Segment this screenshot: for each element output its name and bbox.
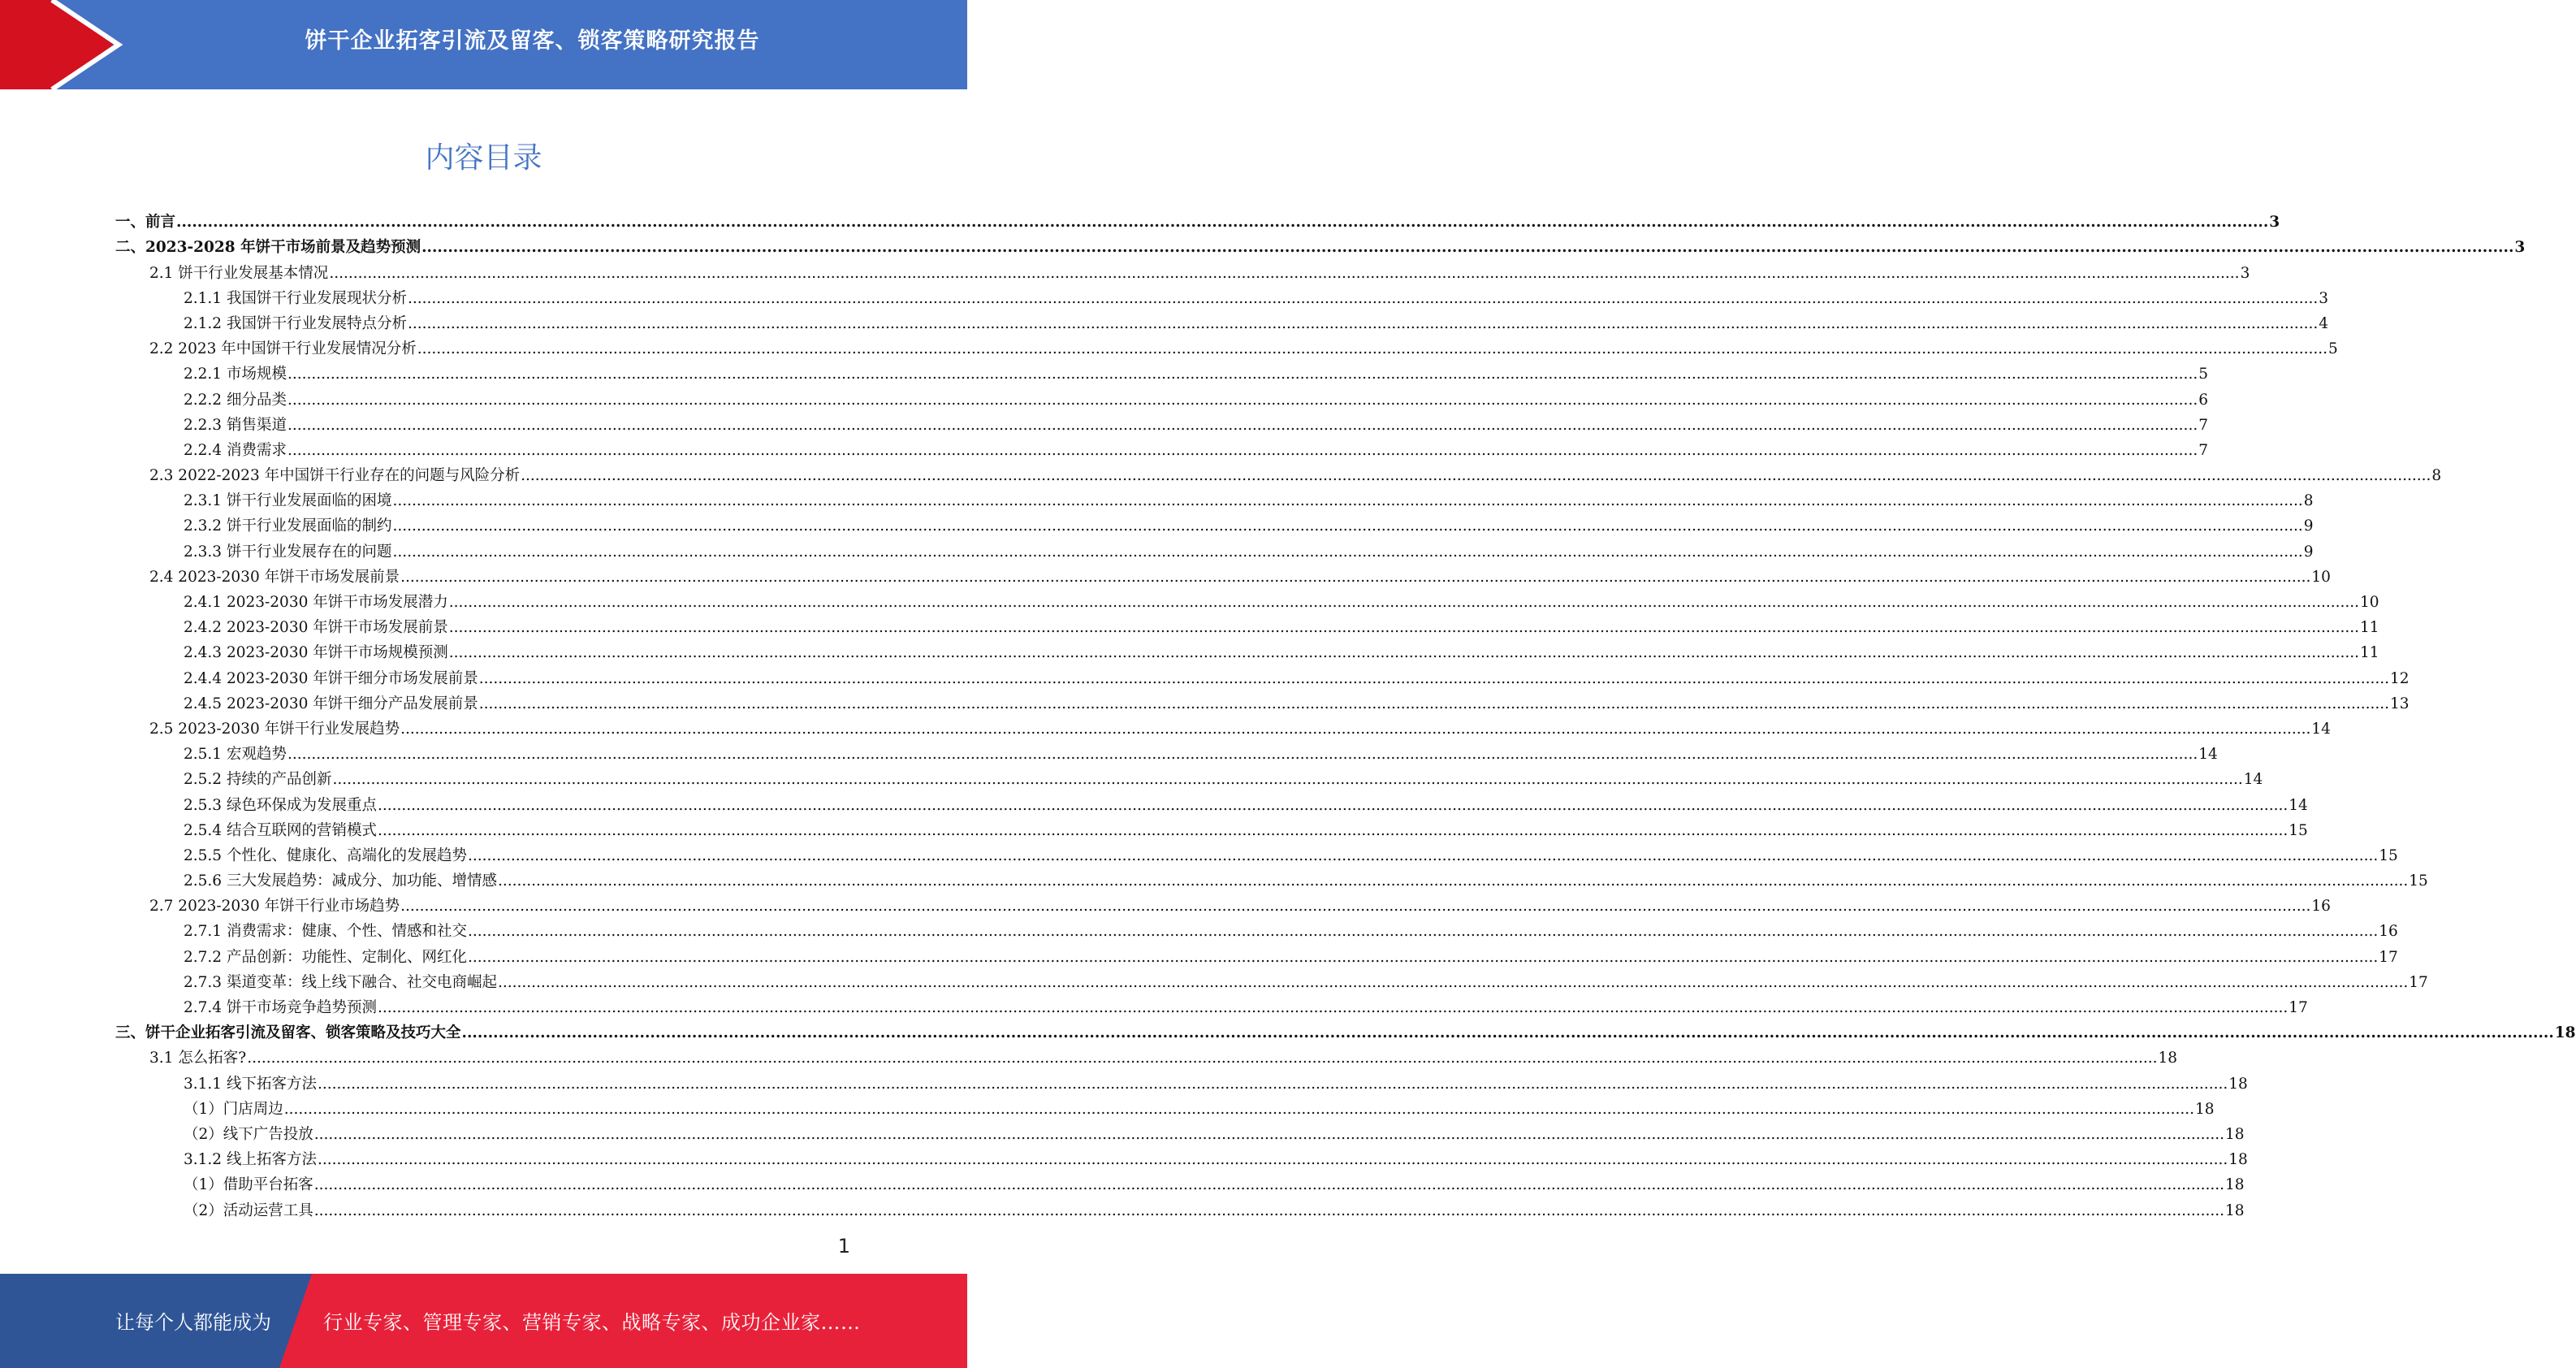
toc-leader-dots: ................................................................................................................................................................................................................................................................................................................................................................................................................ (377, 821, 2289, 839)
toc-entry-label: 二、2023-2028 年饼干市场前景及趋势预测 (115, 239, 421, 257)
toc-entry[interactable] (115, 257, 2250, 282)
toc-leader-dots: ................................................................................................................................................................................................................................................................................................................................................................................................................ (400, 898, 2311, 916)
toc-entry-page: 17 (2409, 973, 2428, 991)
toc-entry-page: 18 (2195, 1100, 2215, 1118)
footer-slogan-left: 让每个人都能成为 (115, 1311, 271, 1334)
toc-entry[interactable] (115, 460, 2442, 485)
toc-leader-dots: ................................................................................................................................................................................................................................................................................................................................................................................................................ (392, 517, 2303, 535)
toc-leader-dots: ................................................................................................................................................................................................................................................................................................................................................................................................................ (417, 340, 2328, 358)
toc-leader-dots: ................................................................................................................................................................................................................................................................................................................................................................................................................ (421, 239, 2514, 257)
toc-entry-page: 16 (2379, 923, 2398, 941)
toc-leader-dots: ................................................................................................................................................................................................................................................................................................................................................................................................................ (287, 391, 2198, 409)
toc-entry-label: 3.1.2 线上拓客方法 (184, 1151, 317, 1169)
toc-entry-label: 2.3.3 饼干行业发展存在的问题 (184, 543, 392, 561)
toc-entry-page: 17 (2379, 948, 2398, 966)
toc-entry-label: 2.5 2023-2030 年饼干行业发展趋势 (149, 720, 400, 738)
toc-entry[interactable] (115, 561, 2331, 587)
toc-entry[interactable] (115, 1017, 2576, 1042)
toc-entry-label: 2.5.1 宏观趋势 (184, 746, 287, 764)
toc-entry[interactable] (115, 283, 2328, 308)
toc-entry-label: 2.3.2 饼干行业发展面临的制约 (184, 517, 392, 535)
toc-entry-label: 3.1.1 线下拓客方法 (184, 1075, 317, 1093)
toc-entry-label: 2.7.4 饼干市场竞争趋势预测 (184, 999, 377, 1016)
toc-entry-label: 2.5.6 三大发展趋势：减成分、加功能、增情感 (184, 872, 497, 890)
toc-entry-page: 3 (2240, 264, 2250, 282)
toc-leader-dots: ................................................................................................................................................................................................................................................................................................................................................................................................................ (287, 441, 2198, 459)
toc-entry-label: 2.3.1 饼干行业发展面临的困境 (184, 492, 392, 510)
toc-entry-label: 三、饼干企业拓客引流及留客、锁客策略及技巧大全 (115, 1024, 461, 1042)
toc-entry[interactable] (115, 333, 2338, 358)
toc-entry[interactable] (115, 510, 2314, 535)
toc-entry-page: 9 (2303, 517, 2314, 535)
toc-leader-dots: ................................................................................................................................................................................................................................................................................................................................................................................................................ (448, 644, 2359, 662)
toc-leader-dots: ................................................................................................................................................................................................................................................................................................................................................................................................................ (377, 999, 2289, 1016)
toc-entry-page: 11 (2360, 644, 2379, 662)
toc-entry[interactable] (115, 688, 2410, 713)
toc-leader-dots: ................................................................................................................................................................................................................................................................................................................................................................................................................ (497, 872, 2409, 890)
toc-entry[interactable] (115, 916, 2398, 941)
toc-leader-dots: ................................................................................................................................................................................................................................................................................................................................................................................................................ (317, 1075, 2228, 1093)
toc-leader-dots: ................................................................................................................................................................................................................................................................................................................................................................................................................ (317, 1151, 2228, 1169)
toc-entry-label: 2.2.2 细分品类 (184, 391, 287, 409)
toc-entry[interactable] (115, 1144, 2248, 1169)
toc-leader-dots: ................................................................................................................................................................................................................................................................................................................................................................................................................ (400, 720, 2311, 738)
toc-entry[interactable] (115, 992, 2308, 1017)
toc-leader-dots: ................................................................................................................................................................................................................................................................................................................................................................................................................ (176, 214, 2269, 232)
toc-entry[interactable] (115, 941, 2398, 966)
toc-entry-page: 13 (2390, 695, 2410, 712)
toc-entry-page: 8 (2431, 467, 2442, 485)
toc-leader-dots: ................................................................................................................................................................................................................................................................................................................................................................................................................ (461, 1024, 2554, 1042)
toc-entry[interactable] (115, 1169, 2245, 1194)
toc-entry-label: 2.5.5 个性化、健康化、高端化的发展趋势 (184, 846, 467, 864)
toc-entry-page: 7 (2198, 416, 2208, 434)
toc-leader-dots: ................................................................................................................................................................................................................................................................................................................................................................................................................ (287, 746, 2198, 764)
toc-entry[interactable] (115, 890, 2331, 916)
toc-entry-label: 一、前言 (115, 214, 176, 232)
toc-entry-label: 2.7.1 消费需求：健康、个性、情感和社交 (184, 923, 467, 941)
toc-entry[interactable] (115, 713, 2331, 738)
toc-entry-page: 14 (2311, 720, 2331, 738)
toc-entry-label: 2.4.2 2023-2030 年饼干市场发展前景 (184, 619, 448, 637)
toc-entry[interactable] (115, 232, 2526, 257)
toc-entry-page: 9 (2303, 543, 2314, 561)
report-title: 饼干企业拓客引流及留客、锁客策略研究报告 (305, 28, 760, 54)
toc-entry-page: 15 (2289, 821, 2308, 839)
toc-entry-page: 18 (2228, 1151, 2248, 1169)
toc-entry-page: 14 (2289, 796, 2308, 814)
toc-entry-page: 8 (2303, 492, 2314, 510)
toc-entry-page: 4 (2319, 314, 2328, 332)
toc-entry-page: 12 (2390, 669, 2410, 687)
toc-entry-label: 2.2.1 市场规模 (184, 366, 287, 383)
toc-entry-page: 16 (2311, 898, 2331, 916)
toc-entry[interactable] (115, 206, 2280, 232)
toc-entry-page: 11 (2360, 619, 2379, 637)
toc-entry-page: 18 (2225, 1176, 2245, 1194)
toc-entry-label: 2.1.2 我国饼干行业发展特点分析 (184, 314, 407, 332)
toc-entry-page: 15 (2379, 846, 2398, 864)
page-number: 1 (837, 1235, 850, 1258)
toc-entry-label: 2.5.2 持续的产品创新 (184, 771, 332, 789)
toc-entry-page: 14 (2198, 746, 2218, 764)
toc-entry-label: 2.4.3 2023-2030 年饼干市场规模预测 (184, 644, 448, 662)
toc-heading: 内容目录 (425, 141, 542, 175)
toc-leader-dots: ................................................................................................................................................................................................................................................................................................................................................................................................................ (407, 314, 2319, 332)
toc-entry-label: 2.5.3 绿色环保成为发展重点 (184, 796, 377, 814)
toc-leader-dots: ................................................................................................................................................................................................................................................................................................................................................................................................................ (497, 973, 2409, 991)
toc-entry-page: 18 (2228, 1075, 2248, 1093)
toc-entry-page: 5 (2198, 366, 2208, 383)
toc-entry-label: 2.4.5 2023-2030 年饼干细分产品发展前景 (184, 695, 478, 712)
toc-entry-page: 3 (2269, 214, 2280, 232)
toc-entry-label: 2.1.1 我国饼干行业发展现状分析 (184, 289, 407, 307)
toc-entry-label: （2）线下广告投放 (184, 1125, 313, 1143)
toc-entry-label: （1）门店周边 (184, 1100, 283, 1118)
toc-entry-label: 2.4.4 2023-2030 年饼干细分市场发展前景 (184, 669, 478, 687)
toc-entry-page: 3 (2319, 289, 2328, 307)
toc-entry-label: 2.2.3 销售渠道 (184, 416, 287, 434)
toc-leader-dots: ................................................................................................................................................................................................................................................................................................................................................................................................................ (467, 923, 2379, 941)
toc-entry[interactable] (115, 662, 2410, 687)
toc-entry[interactable] (115, 1093, 2215, 1119)
toc-leader-dots: ................................................................................................................................................................................................................................................................................................................................................................................................................ (392, 492, 2303, 510)
toc-entry[interactable] (115, 815, 2308, 840)
toc-entry-label: 2.2 2023 年中国饼干行业发展情况分析 (149, 340, 417, 358)
toc-entry[interactable] (115, 967, 2428, 992)
toc-entry-page: 18 (2225, 1125, 2245, 1143)
toc-leader-dots: ................................................................................................................................................................................................................................................................................................................................................................................................................ (329, 264, 2240, 282)
toc-entry[interactable] (115, 764, 2263, 789)
toc-entry-label: 2.7 2023-2030 年饼干行业市场趋势 (149, 898, 400, 916)
toc-leader-dots: ................................................................................................................................................................................................................................................................................................................................................................................................................ (313, 1201, 2225, 1219)
toc-entry-page: 5 (2328, 340, 2338, 358)
toc-entry-page: 3 (2514, 239, 2526, 257)
toc-entry[interactable] (115, 409, 2208, 435)
toc-leader-dots: ................................................................................................................................................................................................................................................................................................................................................................................................................ (377, 796, 2289, 814)
toc-leader-dots: ................................................................................................................................................................................................................................................................................................................................................................................................................ (521, 467, 2431, 485)
toc-leader-dots: ................................................................................................................................................................................................................................................................................................................................................................................................................ (313, 1125, 2225, 1143)
toc-entry-page: 6 (2198, 391, 2208, 409)
toc-entry-page: 18 (2158, 1050, 2178, 1067)
toc-leader-dots: ................................................................................................................................................................................................................................................................................................................................................................................................................ (478, 695, 2389, 712)
toc-leader-dots: ................................................................................................................................................................................................................................................................................................................................................................................................................ (400, 568, 2311, 586)
toc-entry[interactable] (115, 358, 2208, 383)
toc-entry[interactable] (115, 308, 2328, 333)
toc-entry-page: 14 (2243, 771, 2263, 789)
toc-leader-dots: ................................................................................................................................................................................................................................................................................................................................................................................................................ (467, 948, 2379, 966)
toc-entry-label: （1）借助平台拓客 (184, 1176, 313, 1194)
toc-entry[interactable] (115, 840, 2398, 865)
toc-entry-label: 2.4.1 2023-2030 年饼干市场发展潜力 (184, 594, 448, 611)
toc-leader-dots: ................................................................................................................................................................................................................................................................................................................................................................................................................ (392, 543, 2303, 561)
toc-entry-label: 2.7.2 产品创新：功能性、定制化、网红化 (184, 948, 467, 966)
toc-leader-dots: ................................................................................................................................................................................................................................................................................................................................................................................................................ (467, 846, 2379, 864)
toc-entry-label: 2.2.4 消费需求 (184, 441, 287, 459)
toc-entry[interactable] (115, 738, 2218, 764)
toc-entry[interactable] (115, 865, 2428, 890)
toc-entry-page: 18 (2554, 1024, 2576, 1042)
toc-entry[interactable] (115, 1042, 2178, 1067)
toc-leader-dots: ................................................................................................................................................................................................................................................................................................................................................................................................................ (448, 594, 2359, 611)
toc-entry-label: 2.7.3 渠道变革：线上线下融合、社交电商崛起 (184, 973, 497, 991)
toc-entry-label: 2.1 饼干行业发展基本情况 (149, 264, 329, 282)
toc-entry-label: （2）活动运营工具 (184, 1201, 313, 1219)
toc-entry[interactable] (115, 1194, 2245, 1219)
toc-entry[interactable] (115, 383, 2208, 409)
toc-leader-dots: ................................................................................................................................................................................................................................................................................................................................................................................................................ (313, 1176, 2225, 1194)
toc-entry[interactable] (115, 612, 2379, 637)
table-of-contents (115, 206, 2576, 1220)
toc-entry[interactable] (115, 1067, 2248, 1093)
toc-entry[interactable] (115, 637, 2379, 662)
toc-leader-dots: ................................................................................................................................................................................................................................................................................................................................................................................................................ (332, 771, 2243, 789)
toc-entry-page: 7 (2198, 441, 2208, 459)
toc-entry-page: 15 (2409, 872, 2428, 890)
toc-entry[interactable] (115, 435, 2208, 460)
toc-leader-dots: ................................................................................................................................................................................................................................................................................................................................................................................................................ (247, 1050, 2158, 1067)
toc-entry-page: 10 (2360, 594, 2379, 611)
toc-entry[interactable] (115, 789, 2308, 814)
toc-leader-dots: ................................................................................................................................................................................................................................................................................................................................................................................................................ (448, 619, 2359, 637)
toc-entry-page: 10 (2311, 568, 2331, 586)
toc-leader-dots: ................................................................................................................................................................................................................................................................................................................................................................................................................ (283, 1100, 2195, 1118)
toc-entry[interactable] (115, 1119, 2245, 1144)
toc-entry-label: 2.5.4 结合互联网的营销模式 (184, 821, 377, 839)
toc-leader-dots: ................................................................................................................................................................................................................................................................................................................................................................................................................ (287, 366, 2198, 383)
toc-leader-dots: ................................................................................................................................................................................................................................................................................................................................................................................................................ (287, 416, 2198, 434)
footer-slogan-right: 行业专家、管理专家、营销专家、战略专家、成功企业家…… (323, 1311, 861, 1334)
toc-entry-label: 2.3 2022-2023 年中国饼干行业存在的问题与风险分析 (149, 467, 521, 485)
toc-entry-label: 3.1 怎么拓客? (149, 1050, 247, 1067)
report-footer (0, 1274, 967, 1368)
report-header (0, 0, 967, 89)
toc-entry-page: 18 (2225, 1201, 2245, 1219)
toc-leader-dots: ................................................................................................................................................................................................................................................................................................................................................................................................................ (407, 289, 2319, 307)
toc-entry-page: 17 (2289, 999, 2308, 1016)
toc-leader-dots: ................................................................................................................................................................................................................................................................................................................................................................................................................ (478, 669, 2389, 687)
toc-entry[interactable] (115, 535, 2314, 561)
toc-entry[interactable] (115, 485, 2314, 510)
toc-entry-label: 2.4 2023-2030 年饼干市场发展前景 (149, 568, 400, 586)
toc-entry[interactable] (115, 587, 2379, 612)
